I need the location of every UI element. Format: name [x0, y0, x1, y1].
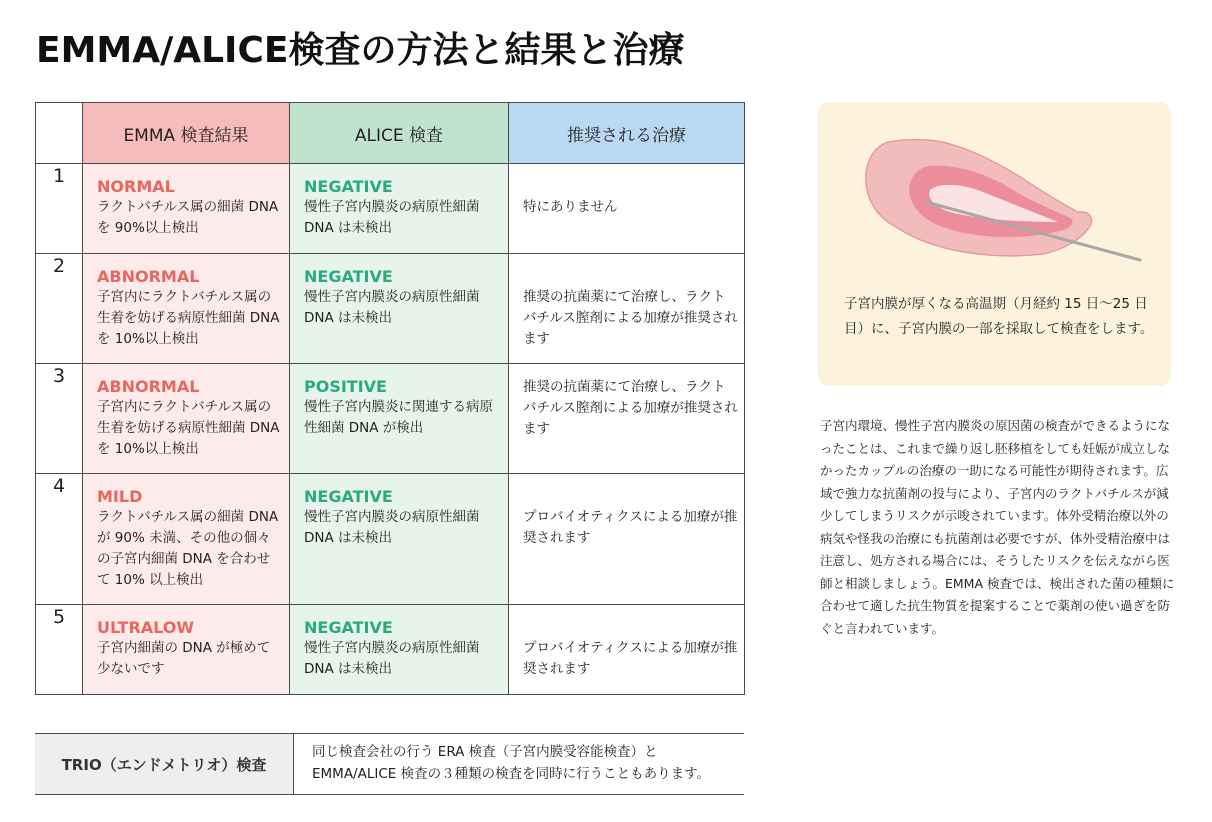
emma-description: 子宮内細菌の DNA が極めて少ないです: [97, 640, 271, 677]
header-treatment: 推奨される治療: [509, 103, 745, 164]
row-number: 3: [36, 364, 83, 474]
emma-cell: [83, 605, 290, 695]
treatment-text: プロバイオティクスによる加療が推奨されます: [523, 509, 738, 546]
table-row: [36, 474, 745, 605]
alice-description: 慢性子宮内膜炎の病原性細菌 DNA は未検出: [304, 640, 480, 677]
emma-description: 子宮内にラクトバチルス属の生着を妨げる病原性細菌 DNA を 10%以上検出: [97, 399, 280, 457]
page-title: EMMA/ALICE検査の方法と結果と治療: [36, 30, 685, 71]
emma-status: ABNORMAL: [97, 267, 200, 286]
emma-description: 子宮内にラクトバチルス属の生着を妨げる病原性細菌 DNA を 10%以上検出: [97, 289, 280, 347]
alice-cell: [290, 254, 509, 364]
treatment-text: 推奨の抗菌薬にて治療し、ラクトバチルス膣剤による加療が推奨されます: [523, 379, 738, 437]
alice-status: NEGATIVE: [304, 618, 393, 637]
table-row: [36, 364, 745, 474]
alice-status: POSITIVE: [304, 377, 387, 396]
alice-description: 慢性子宮内膜炎に関連する病原性細菌 DNA が検出: [304, 399, 493, 436]
treatment-text: 推奨の抗菌薬にて治療し、ラクトバチルス膣剤による加療が推奨されます: [523, 289, 738, 347]
treatment-text: 特にありません: [523, 199, 618, 215]
emma-status: NORMAL: [97, 177, 175, 196]
emma-cell: [83, 364, 290, 474]
alice-cell: [290, 474, 509, 605]
uterus-biopsy-illustration: [818, 102, 1171, 302]
emma-description: ラクトバチルス属の細菌 DNA が 90% 未満、その他の個々の子宮内細菌 DNA を合わせて 10% 以上検出: [97, 509, 279, 588]
trio-label: TRIO（エンドメトリオ）検査: [35, 734, 294, 794]
results-table: [35, 102, 745, 695]
row-number: 5: [36, 605, 83, 695]
treatment-cell: [509, 254, 745, 364]
treatment-cell: [509, 605, 745, 695]
treatment-text: プロバイオティクスによる加療が推奨されます: [523, 640, 738, 677]
header-alice: ALICE 検査: [290, 103, 509, 164]
table-row: [36, 605, 745, 695]
row-number: 2: [36, 254, 83, 364]
table-header-row: [36, 103, 745, 164]
emma-cell: [83, 474, 290, 605]
alice-cell: [290, 605, 509, 695]
header-number: [36, 103, 83, 164]
treatment-cell: [509, 364, 745, 474]
side-paragraph: 子宮内環境、慢性子宮内膜炎の原因菌の検査ができるようになったことは、これまで繰り返し胚移植をしても妊娠が成立しなかったカップルの治療の一助になる可能性が期待されます。広域で強力な抗菌剤の投与により、子宮内のラクトバチルスが減少してしまうリスクが示唆されています。体外受精治療以外の病気や怪我の治療にも抗菌剤は必要ですが、体外受精治療中は注意し、処方される場合には、そうしたリスクを伝えながら医師と相談しましょう。EMMA 検査では、検出された菌の種類に合わせて適した抗生物質を提案することで薬剤の使い過ぎを防ぐと言われています。: [820, 418, 1175, 636]
emma-status: ABNORMAL: [97, 377, 200, 396]
alice-description: 慢性子宮内膜炎の病原性細菌 DNA は未検出: [304, 509, 480, 546]
biopsy-info-card: [818, 102, 1171, 386]
card-description: 子宮内膜が厚くなる高温期（月経約 15 日〜25 日目）に、子宮内膜の一部を採取して検査をします。: [844, 296, 1154, 337]
alice-status: NEGATIVE: [304, 177, 393, 196]
emma-cell: [83, 164, 290, 254]
alice-description: 慢性子宮内膜炎の病原性細菌 DNA は未検出: [304, 199, 480, 236]
alice-description: 慢性子宮内膜炎の病原性細菌 DNA は未検出: [304, 289, 480, 326]
table-row: [36, 164, 745, 254]
alice-status: NEGATIVE: [304, 487, 393, 506]
emma-cell: [83, 254, 290, 364]
alice-cell: [290, 164, 509, 254]
row-number: 4: [36, 474, 83, 605]
emma-status: ULTRALOW: [97, 618, 195, 637]
treatment-cell: [509, 164, 745, 254]
table-row: [36, 254, 745, 364]
emma-description: ラクトバチルス属の細菌 DNA を 90%以上検出: [97, 199, 279, 236]
trio-description: 同じ検査会社の行う ERA 検査（子宮内膜受容能検査）と EMMA/ALICE 検査の３種類の検査を同時に行うこともあります。: [312, 744, 711, 782]
row-number: 1: [36, 164, 83, 254]
trio-info-box: [35, 733, 744, 795]
header-emma: EMMA 検査結果: [83, 103, 290, 164]
alice-status: NEGATIVE: [304, 267, 393, 286]
emma-status: MILD: [97, 487, 143, 506]
treatment-cell: [509, 474, 745, 605]
alice-cell: [290, 364, 509, 474]
